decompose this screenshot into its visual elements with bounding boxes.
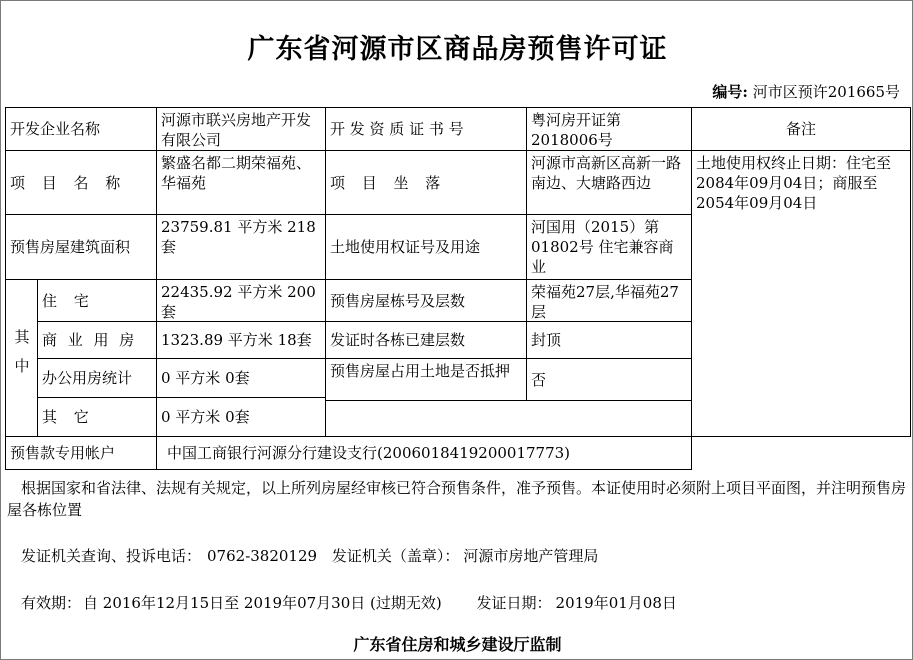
buildings-floors-value: 荣福苑27层,华福苑27层 (526, 279, 692, 322)
mortgage-label: 预售房屋占用土地是否抵押 (325, 358, 527, 401)
certificate-title: 广东省河源市区商品房预售许可证 (247, 34, 668, 65)
office-label: 办公用房统计 (37, 358, 157, 398)
certificate-number (712, 81, 900, 102)
mortgage-value: 否 (526, 358, 692, 401)
remarks-label: 备注 (691, 107, 911, 151)
land-certificate-value: 河国用（2015）第01802号 住宅兼容商业 (526, 214, 692, 280)
qualification-value: 粤河房开证第2018006号 (526, 107, 692, 151)
breakdown-label: 其中 (5, 279, 38, 437)
presale-area-value: 23759.81 平方米 218 套 (156, 214, 326, 280)
project-name-label: 项 目 名 称 (5, 150, 157, 215)
validity-line (21, 592, 687, 613)
issue-date-label: 发证日期： (476, 594, 552, 612)
account-value: 中国工商银行河源分行建设支行(2006018419200017773) (156, 436, 692, 470)
project-name-value: 繁盛名都二期荣福苑、华福苑 (156, 150, 326, 215)
issuer-value: 河源市房地产管理局 (463, 547, 599, 565)
office-value: 0 平方米 0套 (156, 358, 326, 398)
phone-label: 发证机关查询、投诉电话： (21, 547, 202, 565)
commercial-value: 1323.89 平方米 18套 (156, 321, 326, 359)
certificate-table (5, 107, 911, 471)
project-location-label: 项 目 坐 落 (325, 150, 527, 215)
developer-value: 河源市联兴房地产开发有限公司 (156, 107, 326, 151)
remarks-value: 土地使用权终止日期：住宅至2084年09月04日；商服至2054年09月04日 (691, 150, 911, 437)
other-label: 其 它 (37, 397, 157, 437)
buildings-floors-label: 预售房屋栋号及层数 (325, 279, 527, 322)
other-value: 0 平方米 0套 (156, 397, 326, 437)
contact-line (21, 545, 608, 566)
supervisor-footer: 广东省住房和城乡建设厅监制 (353, 635, 562, 654)
phone-value: 0762-3820129 (207, 547, 318, 565)
residential-value: 22435.92 平方米 200 套 (156, 279, 326, 322)
certificate-number-label: 编号: (712, 83, 748, 101)
qualification-label: 开 发 资 质 证 书 号 (325, 107, 527, 151)
developer-label: 开发企业名称 (5, 107, 157, 151)
residential-label: 住 宅 (37, 279, 157, 322)
commercial-label: 商 业 用 房 (37, 321, 157, 359)
issue-date-value: 2019年01月08日 (555, 594, 677, 612)
land-certificate-label: 土地使用权证号及用途 (325, 214, 527, 280)
presale-area-label: 预售房屋建筑面积 (5, 214, 157, 280)
project-location-value: 河源市高新区高新一路南边、大塘路西边 (526, 150, 692, 215)
built-floors-label: 发证时各栋已建层数 (325, 321, 527, 359)
certificate-number-value: 河市区预许201665号 (752, 83, 900, 101)
issuer-label: 发证机关（盖章）： (331, 547, 460, 565)
validity-label: 有效期： (21, 594, 82, 612)
approval-statement: 根据国家和省法律、法规有关规定，以上所列房屋经审核已符合预售条件，准予预售。本证使用时必须附上项目平面图，并注明预售房屋各栋位置 (7, 479, 907, 519)
validity-value: 自 2016年12月15日至 2019年07月30日 (过期无效) (83, 594, 442, 612)
account-label: 预售款专用帐户 (5, 436, 157, 470)
built-floors-value: 封顶 (526, 321, 692, 359)
